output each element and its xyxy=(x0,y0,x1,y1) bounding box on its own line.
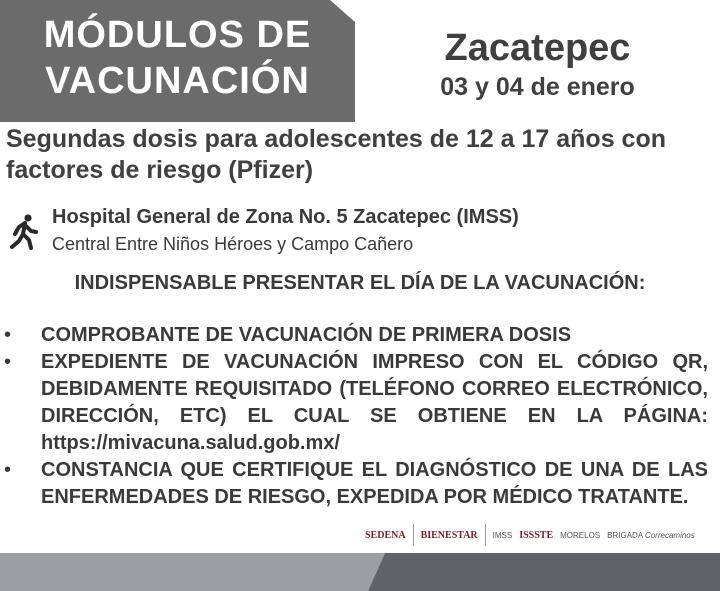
title-line-1: MÓDULOS DE xyxy=(43,14,312,56)
bullet: • xyxy=(4,459,12,481)
brigada-logo xyxy=(607,531,695,540)
requirements-heading: INDISPENSABLE PRESENTAR EL DÍA DE LA VACUNACIÓN: xyxy=(74,272,646,294)
requirements-list xyxy=(0,322,720,511)
title-banner xyxy=(0,0,355,122)
logo-divider xyxy=(413,524,414,546)
bienestar-logo: BIENESTAR xyxy=(420,529,478,541)
vaccine-registration-link[interactable]: https://mivacuna.salud.gob.mx/ xyxy=(41,432,340,454)
list-item xyxy=(0,349,720,457)
page-title xyxy=(0,12,355,104)
bullet: • xyxy=(4,324,12,346)
hospital-name: Hospital General de Zona No. 5 Zacatepec (IMSS) xyxy=(52,206,519,228)
title-line-2: VACUNACIÓN xyxy=(45,60,310,102)
morelos-logo: MORELOS xyxy=(560,530,601,540)
issste-logo: ISSSTE xyxy=(519,529,554,541)
institution-logos xyxy=(365,520,715,550)
dose-subtitle: Segundas dosis para adolescentes de 12 a 17 años con factores de riesgo (Pfizer) xyxy=(6,125,666,184)
city-name: Zacatepec xyxy=(444,27,631,69)
sedena-logo: SEDENA xyxy=(365,529,406,541)
imss-logo: IMSS xyxy=(492,530,513,540)
requirement-text: COMPROBANTE DE VACUNACIÓN DE PRIMERA DOSIS xyxy=(41,324,572,346)
hospital-address: Central Entre Niños Héroes y Campo Cañero xyxy=(52,234,414,254)
walking-person-icon xyxy=(9,214,39,250)
place-block xyxy=(375,26,700,104)
bottom-decorative-bar xyxy=(0,553,720,591)
bullet: • xyxy=(4,351,12,373)
list-item xyxy=(0,457,720,511)
logo-divider xyxy=(485,524,486,546)
requirement-text: CONSTANCIA QUE CERTIFIQUE EL DIAGNÓSTICO DE UNA DE LAS ENFERMEDADES DE RIESGO, EXPEDIDA POR MÉDICO TRATANTE. xyxy=(41,459,708,508)
requirement-text: EXPEDIENTE DE VACUNACIÓN IMPRESO CON EL CÓDIGO QR, DEBIDAMENTE REQUISITADO (TELÉFONO CORREO ELECTRÓNICO, DIRECCIÓN, ETC) EL CUAL SE OBTIENE EN LA PÁGINA: xyxy=(41,351,708,427)
event-date: 03 y 04 de enero xyxy=(440,73,635,101)
list-item xyxy=(0,322,720,349)
brigada-label: BRIGADA xyxy=(607,530,643,540)
correcaminos-label: Correcaminos xyxy=(644,530,695,540)
